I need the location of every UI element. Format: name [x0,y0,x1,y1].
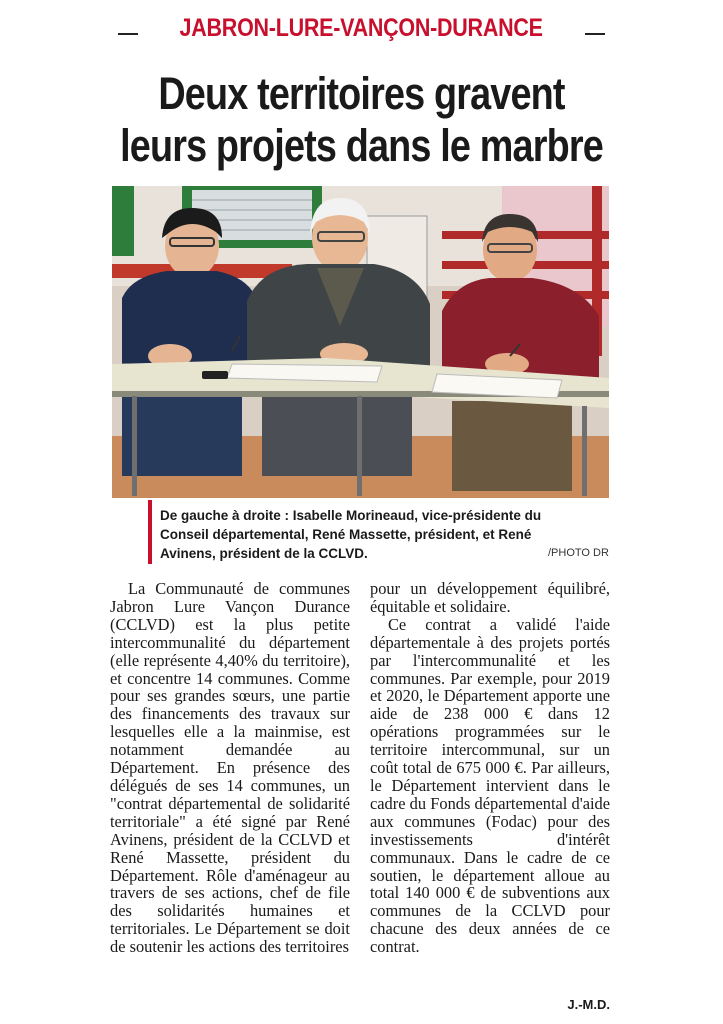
photo-caption-block [148,500,628,566]
headline-line-1: Deux territoires gravent [158,68,565,119]
article-paragraph-2: Ce contrat a validé l'aide départementale à des projets portés par l'intercommunalité et les communes. Par exemple, pour 2019 et 2020, le Département apporte une aide de 238 000 € dans 12 opérations programmées sur le territoire intercommunal, sur un coût total de 675 000 €. Par ailleurs, le Département intervient dans le cadre du Fonds départemental d'aide aux communes (Fodac) pour des investissements d'intérêt communaux. Dans le cadre de ce soutien, le département alloue au total 140 000 € de subventions aux communes de la CCLVD pour chacune des deux années de ce contrat. [370,614,610,957]
photo-caption: De gauche à droite : Isabelle Morineaud, vice-présidente du Conseil départemental, René Massette, président, et René Avinens, président de la CCLVD. [160,508,542,561]
headline-line-2: leurs projets dans le marbre [120,120,603,171]
photo-credit: /PHOTO DR [548,547,609,559]
photo-illustration [112,186,609,498]
rubric-dash-right [585,33,605,35]
article-paragraph-1: La Communauté de communes Jabron Lure Vançon Durance (CCLVD) est la plus petite intercommunalité du département (elle représente 4,40% du territoire), et concentre 14 communes. Comme pour ses grandes sœurs, une partie des financements des travaux sur lesquelles elle a la mainmise, est notamment demandée au Département. En présence des délégués de ses 14 communes, un "contrat départemental de solidarité territoriale" a été signé par René Avinens, président de la CCLVD et René Massette, président du Département. Rôle d'aménageur au travers de ses actions, chef de file des solidarités humaines et territoriales. Le Département se doit de soutenir les actions des territoires [110,579,350,957]
caption-accent-bar [148,500,152,564]
headline [0,68,723,172]
article-paragraph-1-continued: pour un développement équilibré, équitable et solidaire. [370,579,610,616]
article-column-right [370,580,610,956]
author-signature: J.-M.D. [567,997,610,1012]
rubric-label: JABRON-LURE-VANÇON-DURANCE [179,14,544,42]
article-photo [112,186,609,498]
rubric-dash-left [118,33,138,35]
section-rubric [0,14,723,43]
article-column-left [110,580,350,956]
